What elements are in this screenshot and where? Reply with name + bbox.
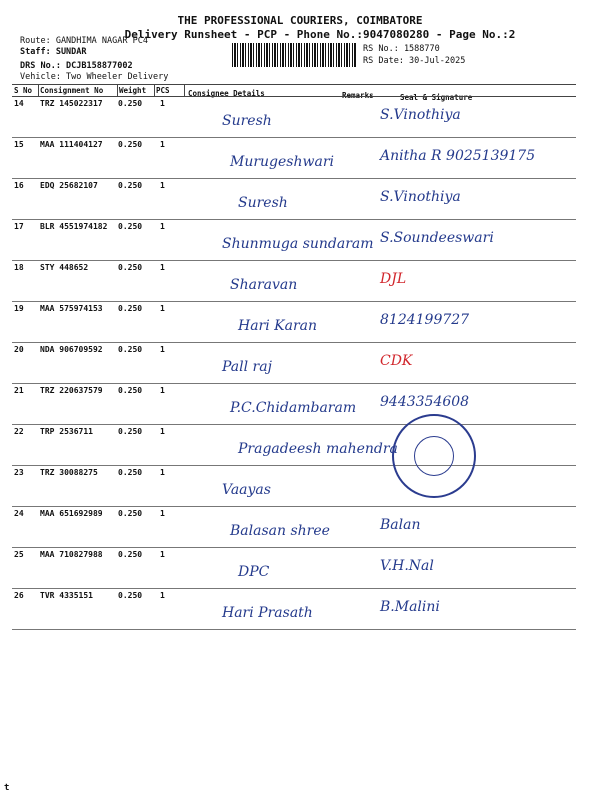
consignment-cell: TRP 2536711 — [40, 427, 93, 436]
consignment-cell: EDQ 25682107 — [40, 181, 98, 190]
weight-cell: 0.250 — [118, 345, 143, 354]
pcs-cell: 1 — [160, 509, 165, 518]
consignee-signature: Balasan shree — [230, 523, 330, 539]
consignee-signature: Pragadeesh mahendra — [238, 441, 398, 457]
pcs-cell: 1 — [160, 427, 165, 436]
sno-cell: 18 — [14, 263, 24, 272]
table-row — [12, 425, 576, 466]
consignee-signature: Murugeshwari — [230, 154, 335, 170]
pcs-cell: 1 — [160, 550, 165, 559]
col-sno: S No — [14, 86, 33, 95]
table-row — [12, 589, 576, 630]
table-row — [12, 220, 576, 261]
consignee-signature: Suresh — [222, 113, 272, 129]
consignment-cell: MAA 575974153 — [40, 304, 103, 313]
table-row — [12, 384, 576, 425]
company-stamp — [392, 414, 476, 498]
consignee-signature: Suresh — [238, 195, 288, 211]
col-remarks: Remarks — [342, 91, 374, 100]
seal-signature: DJL — [380, 271, 407, 287]
weight-cell: 0.250 — [118, 427, 143, 436]
staff-label: Staff: SUNDAR — [20, 47, 87, 57]
consignment-cell: MAA 111404127 — [40, 140, 103, 149]
weight-cell: 0.250 — [118, 550, 143, 559]
footer-mark: t — [4, 783, 10, 793]
sno-cell: 24 — [14, 509, 24, 518]
sno-cell: 17 — [14, 222, 24, 231]
company-title: THE PROFESSIONAL COURIERS, COIMBATORE — [177, 14, 423, 27]
weight-cell: 0.250 — [118, 468, 143, 477]
consignment-cell: TRZ 30088275 — [40, 468, 98, 477]
consignee-signature: Shunmuga sundaram — [222, 236, 374, 252]
pcs-cell: 1 — [160, 263, 165, 272]
col-consignment: Consignment No — [40, 86, 104, 95]
table-row — [12, 343, 576, 384]
consignee-signature: P.C.Chidambaram — [230, 400, 357, 416]
pcs-cell: 1 — [160, 140, 165, 149]
sno-cell: 14 — [14, 99, 24, 108]
consignment-cell: NDA 906709592 — [40, 345, 103, 354]
table-row — [12, 261, 576, 302]
consignee-signature: Sharavan — [230, 277, 298, 293]
pcs-cell: 1 — [160, 345, 165, 354]
sno-cell: 23 — [14, 468, 24, 477]
sno-cell: 22 — [14, 427, 24, 436]
col-weight: Weight — [119, 86, 147, 95]
seal-signature: S.Soundeeswari — [380, 230, 494, 246]
seal-signature: B.Malini — [380, 599, 440, 615]
consignee-signature: DPC — [238, 564, 270, 580]
seal-signature: S.Vinothiya — [380, 189, 461, 205]
sno-cell: 26 — [14, 591, 24, 600]
consignee-signature: Hari Karan — [238, 318, 318, 334]
consignment-cell: TRZ 145022317 — [40, 99, 103, 108]
table-row — [12, 507, 576, 548]
table-row — [12, 548, 576, 589]
weight-cell: 0.250 — [118, 140, 143, 149]
pcs-cell: 1 — [160, 591, 165, 600]
pcs-cell: 1 — [160, 468, 165, 477]
col-consignee: Consignee Details — [188, 89, 265, 98]
rs-date: RS Date: 30-Jul-2025 — [363, 56, 466, 66]
weight-cell: 0.250 — [118, 509, 143, 518]
consignment-cell: STY 448652 — [40, 263, 89, 272]
consignee-signature: Vaayas — [222, 482, 271, 498]
weight-cell: 0.250 — [118, 591, 143, 600]
runsheet-subtitle: Delivery Runsheet - PCP - Phone No.:9047080280 - Page No.:2 — [124, 28, 516, 41]
sno-cell: 21 — [14, 386, 24, 395]
table-row — [12, 179, 576, 220]
route-label: Route: GANDHIMA NAGAR PC4 — [20, 36, 148, 46]
sno-cell: 25 — [14, 550, 24, 559]
weight-cell: 0.250 — [118, 222, 143, 231]
weight-cell: 0.250 — [118, 263, 143, 272]
weight-cell: 0.250 — [118, 386, 143, 395]
weight-cell: 0.250 — [118, 99, 143, 108]
rs-number: RS No.: 1588770 — [363, 44, 440, 54]
consignment-cell: TRZ 220637579 — [40, 386, 103, 395]
seal-signature: 8124199727 — [380, 312, 470, 328]
weight-cell: 0.250 — [118, 181, 143, 190]
seal-signature: V.H.Nal — [380, 558, 434, 574]
table-row — [12, 97, 576, 138]
seal-signature: S.Vinothiya — [380, 107, 461, 123]
sno-cell: 19 — [14, 304, 24, 313]
pcs-cell: 1 — [160, 99, 165, 108]
pcs-cell: 1 — [160, 222, 165, 231]
table-row — [12, 466, 576, 507]
seal-signature: 9443354608 — [380, 394, 470, 410]
col-pcs: PCS — [156, 86, 170, 95]
consignment-cell: TVR 4335151 — [40, 591, 93, 600]
consignment-cell: MAA 710827988 — [40, 550, 103, 559]
table-row — [12, 138, 576, 179]
pcs-cell: 1 — [160, 386, 165, 395]
drs-number: DRS No.: DCJB158877002 — [20, 61, 133, 71]
table-row — [12, 302, 576, 343]
barcode — [232, 43, 356, 67]
vehicle-label: Vehicle: Two Wheeler Delivery — [20, 72, 169, 82]
consignment-cell: MAA 651692989 — [40, 509, 103, 518]
pcs-cell: 1 — [160, 181, 165, 190]
seal-signature: Balan — [380, 517, 421, 533]
col-seal: Seal & Signature — [400, 93, 473, 102]
pcs-cell: 1 — [160, 304, 165, 313]
consignment-cell: BLR 4551974182 — [40, 222, 108, 231]
seal-signature: CDK — [380, 353, 413, 369]
sno-cell: 20 — [14, 345, 24, 354]
consignee-signature: Pall raj — [222, 359, 272, 375]
sno-cell: 15 — [14, 140, 24, 149]
consignee-signature: Hari Prasath — [222, 605, 313, 621]
seal-signature: Anitha R 9025139175 — [380, 148, 536, 164]
sno-cell: 16 — [14, 181, 24, 190]
weight-cell: 0.250 — [118, 304, 143, 313]
